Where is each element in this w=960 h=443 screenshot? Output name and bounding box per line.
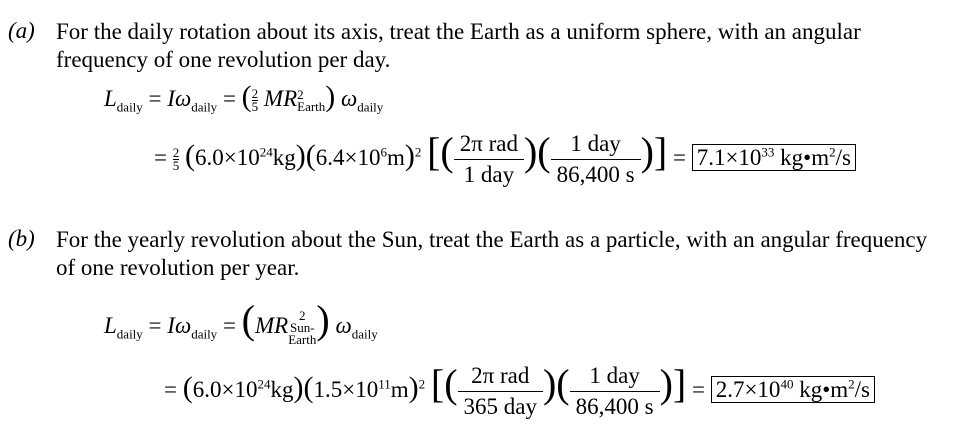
fraction-day-per-seconds: $\frac{\text{1 day}}{86,400 s}$: [570, 361, 660, 422]
result-box: $2.7\times 10^{40}$ $kg•m^2/s$: [711, 376, 875, 403]
part-a-equation-1: $L_{daily} = I\omega_{daily}$ = ( $\frac{2}{5}$ MR 2 Earth ) $\omega_{daily}$: [104, 80, 384, 115]
part-a-label: (a): [8, 18, 35, 43]
part-a-equation-2: = $\frac{2}{5}$ $(6.0\times 10^{24}kg)(6.4\times 10^6m)^2$ [( $\frac{\text{2π rad}}{\text{1 day}}$ )( $\frac{\text{1 day}}{86,400 s}$ )] = $7.1\times 10^{33}$ $kg•m^2/s$: [154, 128, 856, 190]
result-box: $7.1\times 10^{33}$ $kg•m^2/s$: [692, 144, 856, 171]
fraction-radians-per-day: $\frac{\text{2π rad}}{\text{1 day}}$: [454, 129, 524, 190]
part-b-text-line2: of one revolution per year.: [56, 255, 300, 280]
fraction-radians-per-year: $\frac{\text{2π rad}}{\text{365 day}}$: [458, 361, 543, 422]
part-b-equation-1: $L_{daily} = I\omega_{daily} = (MR$ 2 Sun- Earth ) $\omega_{daily}$: [104, 297, 378, 347]
part-b-equation-2: = $(6.0\times 10^{24}kg)(1.5\times 10^{11}m)^2$ [( $\frac{\text{2π rad}}{\text{365 day}}$ )( $\frac{\text{1 day}}{86,400 s}$ )] = $2.7\times 10^{40}$ $kg•m^2/s$: [164, 360, 875, 422]
part-b-text-line1: For the yearly revolution about the Sun, treat the Earth as a particle, with an angular frequency: [56, 227, 928, 252]
part-a-text-line2: frequency of one revolution per day.: [56, 47, 391, 72]
part-b-label: (b): [8, 226, 35, 251]
fraction-day-per-seconds: $\frac{\text{1 day}}{86,400 s}$: [551, 129, 641, 190]
part-a-text-line1: For the daily rotation about its axis, treat the Earth as a uniform sphere, with an angular: [56, 19, 861, 44]
